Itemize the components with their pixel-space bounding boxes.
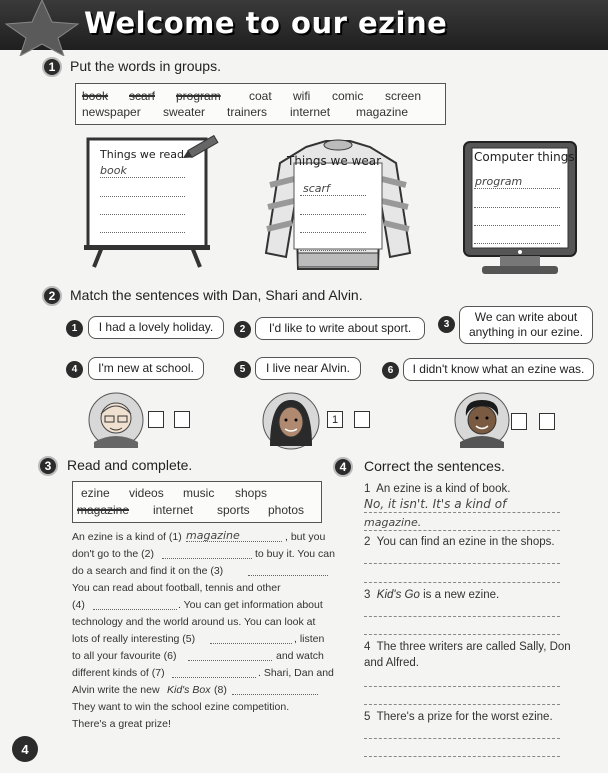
exercise-3-number: 3 bbox=[38, 456, 58, 476]
box-label-read: Things we read bbox=[100, 148, 184, 161]
word: newspaper bbox=[82, 105, 141, 119]
exercise-3-word-box bbox=[72, 481, 322, 523]
alvin-answer-box[interactable] bbox=[511, 413, 527, 430]
exercise-1-word-box bbox=[75, 83, 446, 125]
correct-item-1-answer-cont: magazine. bbox=[364, 516, 422, 529]
exercise-4-number: 4 bbox=[333, 457, 353, 477]
shari-avatar bbox=[262, 392, 320, 450]
word: internet bbox=[153, 503, 194, 517]
text-line: You can read about football, tennis and other bbox=[72, 582, 281, 594]
word: screen bbox=[385, 89, 422, 103]
text-line: , but you bbox=[285, 531, 326, 543]
correct-item-3: 3 Kid's Go is a new ezine. bbox=[364, 589, 500, 601]
exercise-1-instruction: Put the words in groups. bbox=[70, 58, 221, 74]
box-answer-computer: program bbox=[475, 175, 523, 188]
speech-bubble: I had a lovely holiday. bbox=[88, 316, 224, 339]
sentence-number: 3 bbox=[438, 316, 455, 333]
dan-answer-box[interactable] bbox=[174, 411, 190, 428]
shari-answer-box[interactable]: 1 bbox=[327, 411, 343, 428]
text-line: Alvin write the new bbox=[72, 684, 160, 696]
word: coat bbox=[249, 89, 272, 103]
speech-bubble: We can write about anything in our ezine. bbox=[459, 306, 593, 344]
sentence-number: 5 bbox=[234, 361, 251, 378]
exercise-3-instruction: Read and complete. bbox=[67, 457, 193, 473]
text-line: . Shari, Dan and bbox=[258, 667, 334, 679]
text-line: and watch bbox=[276, 650, 324, 662]
dan-answer-box[interactable] bbox=[148, 411, 164, 428]
text-line: to all your favourite (6) bbox=[72, 650, 177, 662]
dan-avatar bbox=[88, 392, 144, 448]
sentence-number: 6 bbox=[382, 362, 399, 379]
word: sweater bbox=[163, 105, 206, 119]
word: program bbox=[176, 89, 221, 103]
correct-item-2: 2 You can find an ezine in the shops. bbox=[364, 536, 555, 548]
exercise-2-number: 2 bbox=[42, 286, 62, 306]
text-line: lots of really interesting (5) bbox=[72, 633, 196, 645]
word: scarf bbox=[129, 89, 156, 103]
text-line: don't go to the (2) bbox=[72, 548, 154, 560]
word: music bbox=[183, 486, 215, 500]
word: comic bbox=[332, 89, 364, 103]
sentence-number: 1 bbox=[66, 320, 83, 337]
box-answer-read: book bbox=[100, 164, 127, 177]
word: wifi bbox=[293, 89, 311, 103]
correct-item-5: 5 There's a prize for the worst ezine. bbox=[364, 711, 553, 723]
word: trainers bbox=[227, 105, 268, 119]
text-line: do a search and find it on the (3) bbox=[72, 565, 224, 577]
speech-bubble: I'd like to write about sport. bbox=[255, 317, 425, 340]
word: videos bbox=[129, 486, 164, 500]
text-line: They want to win the school ezine competition. bbox=[72, 701, 290, 713]
alvin-avatar bbox=[454, 392, 510, 448]
exercise-2-instruction: Match the sentences with Dan, Shari and Alvin. bbox=[70, 287, 363, 303]
exercise-1-number: 1 bbox=[42, 57, 62, 77]
page-number: 4 bbox=[12, 736, 38, 762]
word: photos bbox=[268, 503, 305, 517]
speech-bubble: I'm new at school. bbox=[88, 357, 204, 380]
text-line: technology and the world around us. You can look at bbox=[72, 616, 316, 628]
text-line: to buy it. You can bbox=[255, 548, 335, 560]
text-line: , listen bbox=[294, 633, 325, 645]
word: magazine bbox=[356, 105, 409, 119]
alvin-answer-box[interactable] bbox=[539, 413, 555, 430]
word: book bbox=[82, 89, 109, 103]
word: magazine bbox=[77, 503, 130, 517]
gap-1-answer: magazine bbox=[186, 529, 240, 542]
word: shops bbox=[235, 486, 268, 500]
correct-item-1: 1 An ezine is a kind of book. bbox=[364, 483, 511, 495]
correct-item-4: 4 The three writers are called Sally, Don and Alfred. bbox=[364, 641, 571, 669]
word: ezine bbox=[81, 486, 110, 500]
text-line: (4) bbox=[72, 599, 85, 611]
star-decoration-icon bbox=[2, 0, 82, 56]
text-line: (8) bbox=[214, 684, 227, 696]
speech-bubble: I live near Alvin. bbox=[255, 357, 361, 380]
box-label-computer: Computer things bbox=[474, 150, 575, 164]
kids-box-title: Kid's Box bbox=[167, 684, 211, 696]
word: internet bbox=[290, 105, 331, 119]
sentence-number: 2 bbox=[234, 321, 251, 338]
sentence-number: 4 bbox=[66, 361, 83, 378]
text-line: An ezine is a kind of (1) bbox=[72, 531, 182, 543]
word: sports bbox=[217, 503, 250, 517]
box-label-wear: Things we wear bbox=[287, 154, 382, 168]
box-answer-wear: scarf bbox=[303, 182, 330, 195]
correct-item-1-answer: No, it isn't. It's a kind of bbox=[364, 497, 507, 511]
text-line: There's a great prize! bbox=[72, 718, 171, 730]
text-line: different kinds of (7) bbox=[72, 667, 165, 679]
exercise-4-instruction: Correct the sentences. bbox=[364, 458, 505, 474]
page-title: Welcome to our ezine bbox=[84, 6, 448, 40]
text-line: . You can get information about bbox=[178, 599, 323, 611]
speech-bubble: I didn't know what an ezine was. bbox=[403, 358, 594, 381]
shari-answer-box[interactable] bbox=[354, 411, 370, 428]
